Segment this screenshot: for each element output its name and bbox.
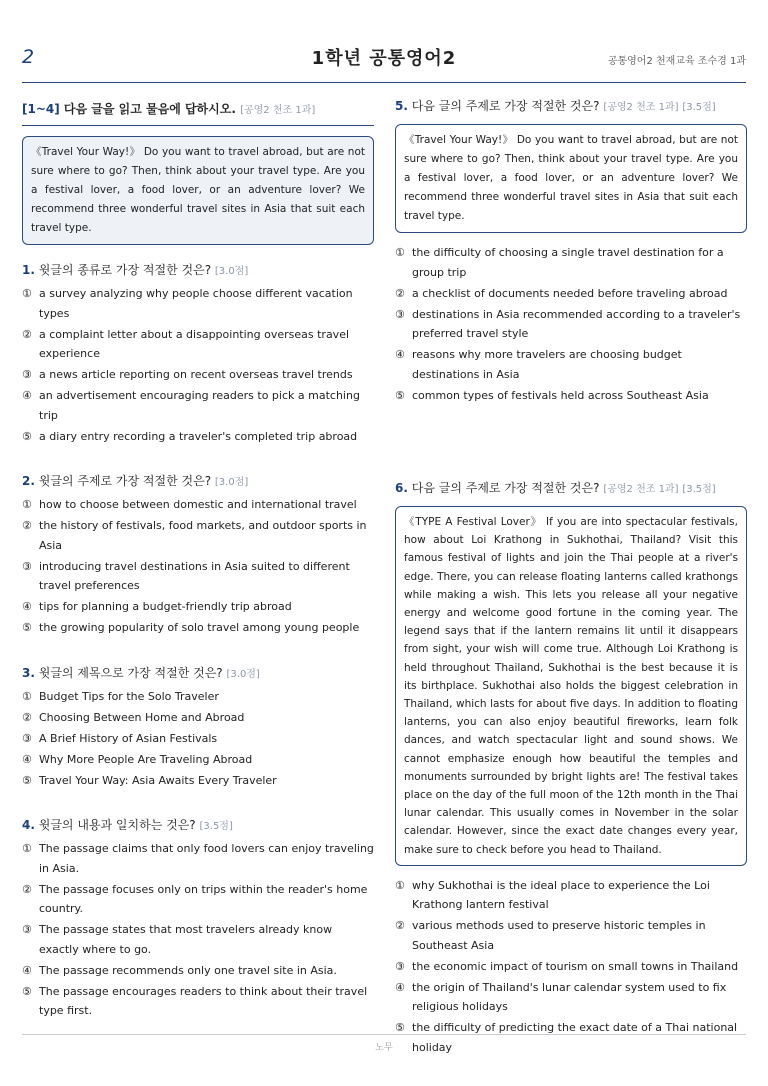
option-text: destinations in Asia recommended according to a traveler's preferred travel style (412, 307, 741, 340)
option-text: the difficulty of predicting the exact date of a Thai national holiday (412, 1021, 738, 1054)
source-tag: [공영2 천조 1과] (603, 484, 679, 495)
option-text: a complaint letter about a disappointing overseas travel experience (39, 327, 350, 360)
option-text: common types of festivals held across Southeast Asia (412, 388, 709, 402)
answer-option[interactable] (22, 618, 374, 638)
question-6 (395, 479, 747, 1057)
option-text: the history of festivals, food markets, and outdoor sports in Asia (39, 519, 367, 552)
answer-option[interactable] (395, 916, 747, 955)
question-number: 6. (395, 481, 408, 495)
answer-option[interactable] (22, 386, 374, 425)
exam-subtitle: 공통영어2 천재교육 조수경 1과 (607, 56, 746, 67)
option-marker: ⑤ (22, 429, 32, 443)
option-text: a survey analyzing why people choose different vacation types (39, 287, 353, 320)
answer-option[interactable] (395, 978, 747, 1017)
question-number: 3. (22, 665, 35, 680)
answer-option[interactable] (22, 557, 374, 596)
option-text: The passage encourages readers to think about their travel type first. (39, 984, 368, 1017)
option-text: The passage states that most travelers already know exactly where to go. (39, 923, 333, 956)
option-text: Why More People Are Traveling Abroad (39, 752, 253, 766)
answer-option[interactable] (22, 495, 374, 515)
question-number: 4. (22, 818, 35, 832)
question-points: [3.0점] (214, 266, 249, 277)
answer-option[interactable] (22, 516, 374, 555)
answer-option[interactable] (395, 876, 747, 915)
question-number: 1. (22, 263, 35, 277)
question-stem: 다음 글의 주제로 가장 적절한 것은? (411, 99, 600, 113)
option-marker: ② (395, 919, 405, 933)
option-marker: ③ (395, 959, 405, 973)
option-marker: ② (22, 519, 32, 532)
option-marker: ④ (395, 348, 405, 361)
option-marker: ⑤ (22, 773, 32, 787)
option-marker: ⑤ (22, 621, 32, 634)
option-text: the origin of Thailand's lunar calendar system used to fix religious holidays (412, 980, 727, 1014)
question-1 (22, 261, 374, 446)
question-5 (395, 97, 747, 405)
option-text: a diary entry recording a traveler's completed trip abroad (39, 429, 358, 443)
question-points: [3.0점] (226, 668, 260, 680)
option-marker: ③ (22, 559, 32, 573)
answer-option[interactable] (395, 284, 747, 304)
answer-option[interactable] (395, 305, 747, 344)
question-range: [1~4] (22, 102, 60, 116)
question-stem: 윗글의 내용과 일치하는 것은? (38, 818, 196, 832)
option-text: The passage claims that only food lovers can enjoy traveling in Asia. (39, 842, 374, 875)
answer-option[interactable] (22, 839, 374, 878)
option-marker: ② (395, 286, 405, 300)
option-text: Choosing Between Home and Abroad (39, 710, 245, 724)
question-stem: 윗글의 제목으로 가장 적절한 것은? (38, 665, 223, 680)
answer-option[interactable] (22, 961, 374, 981)
question-number: 2. (22, 474, 35, 488)
left-column (22, 100, 374, 1022)
source-tag: [공영2 천조 1과] (603, 102, 679, 113)
answer-option[interactable] (395, 345, 747, 384)
question-passage: 《Travel Your Way!》 Do you want to travel abroad, but are not sure where to go? Then, think about your travel type. Are you a festival lover, a food lover, or an adventure lover? We recommend three wonderful travel sites in Asia that suit each travel type. (395, 124, 747, 233)
answer-option[interactable] (22, 880, 374, 919)
exam-title: 1학년 공통영어2 (311, 48, 457, 69)
question-group-heading (22, 100, 374, 126)
option-text: a checklist of documents needed before traveling abroad (412, 286, 728, 300)
question-number: 5. (395, 99, 408, 113)
footer-mark: 노무 (375, 1043, 393, 1053)
option-text: the growing popularity of solo travel among young people (39, 621, 360, 634)
option-text: tips for planning a budget-friendly trip abroad (39, 600, 292, 613)
option-text: why Sukhothai is the ideal place to experience the Loi Krathong lantern festival (412, 878, 710, 912)
option-marker: ② (22, 327, 32, 341)
source-tag: [공영2 천조 1과] (240, 105, 316, 116)
option-text: The passage recommends only one travel site in Asia. (39, 963, 337, 977)
answer-option[interactable] (395, 957, 747, 977)
option-text: The passage focuses only on trips within the reader's home country. (39, 882, 368, 915)
option-marker: ① (22, 498, 32, 511)
option-marker: ① (395, 246, 405, 259)
question-stem: 다음 글의 주제로 가장 적절한 것은? (411, 481, 600, 495)
answer-option[interactable] (22, 365, 374, 385)
option-marker: ④ (22, 600, 32, 613)
answer-option[interactable] (395, 386, 747, 406)
header-divider (22, 82, 746, 83)
answer-option[interactable] (395, 243, 747, 282)
option-marker: ③ (395, 307, 405, 321)
page-number: 2 (22, 46, 35, 68)
option-marker: ① (395, 878, 405, 892)
option-text: an advertisement encouraging readers to pick a matching trip (39, 389, 360, 422)
option-marker: ④ (22, 389, 32, 402)
shared-passage: 《Travel Your Way!》 Do you want to travel abroad, but are not sure where to go? Then, think about your travel type. Are you a festival lover, a food lover, or an adventure lover? We recommend three wonderful travel sites in Asia that suit each travel type. (22, 136, 374, 245)
option-marker: ④ (395, 980, 405, 994)
option-text: reasons why more travelers are choosing budget destinations in Asia (412, 348, 682, 381)
option-text: Budget Tips for the Solo Traveler (39, 689, 219, 703)
option-marker: ① (22, 287, 32, 300)
right-column (395, 97, 747, 1059)
answer-option[interactable] (22, 687, 374, 707)
option-marker: ③ (22, 923, 32, 936)
question-points: [3.5점] (682, 102, 716, 113)
group-instruction: 다음 글을 읽고 물음에 답하시오. (63, 102, 236, 116)
option-marker: ③ (22, 731, 32, 745)
answer-option[interactable] (22, 982, 374, 1021)
option-marker: ④ (22, 963, 32, 977)
option-marker: ④ (22, 752, 32, 766)
answer-option[interactable] (22, 771, 374, 791)
option-marker: ① (22, 689, 32, 703)
option-text: Travel Your Way: Asia Awaits Every Traveler (39, 773, 277, 787)
answer-option[interactable] (22, 729, 374, 749)
question-points: [3.5점] (199, 821, 233, 832)
option-text: how to choose between domestic and international travel (39, 498, 357, 511)
question-stem: 윗글의 주제로 가장 적절한 것은? (38, 474, 212, 488)
option-text: the difficulty of choosing a single travel destination for a group trip (412, 246, 724, 279)
option-text: various methods used to preserve historic temples in Southeast Asia (412, 919, 706, 952)
option-text: the economic impact of tourism on small towns in Thailand (412, 959, 739, 973)
answer-option[interactable] (22, 284, 374, 323)
option-marker: ② (22, 882, 32, 896)
option-marker: ① (22, 842, 32, 855)
option-marker: ⑤ (395, 388, 405, 402)
question-4 (22, 816, 374, 1021)
option-marker: ② (22, 710, 32, 724)
option-text: A Brief History of Asian Festivals (39, 731, 218, 745)
answer-option[interactable] (22, 597, 374, 617)
footer-divider (22, 1034, 746, 1035)
option-text: a news article reporting on recent overseas travel trends (39, 368, 353, 381)
question-2 (22, 472, 374, 638)
option-marker: ③ (22, 368, 32, 381)
answer-option[interactable] (22, 427, 374, 447)
question-stem: 윗글의 종류로 가장 적절한 것은? (38, 263, 212, 277)
option-marker: ⑤ (395, 1021, 405, 1035)
option-marker: ⑤ (22, 984, 32, 998)
answer-option[interactable] (22, 325, 374, 364)
option-text: introducing travel destinations in Asia suited to different travel preferences (39, 559, 350, 592)
question-points: [3.0점] (214, 477, 249, 488)
question-points: [3.5점] (682, 484, 716, 495)
question-3 (22, 664, 374, 791)
answer-option[interactable] (22, 708, 374, 728)
question-passage: 《TYPE A Festival Lover》 If you are into spectacular festivals, how about Loi Krathong in Sukhothai, Thailand? Visit this famous festival of lights and join the Thai people at a river's edge. There, you can release floating lanterns called krathongs while making a wish. This lets you release all your negative energy and welcome good fortune in the coming year. The legend says that if the lantern remains lit until it disappears from sight, your wish will come true. Although Loi Krathong is held throughout Thailand, Sukhothai is the best because it is its birthplace. Sukhothai also holds the biggest celebration in Thailand, which lasts for about five days. In addition to floating lanterns, you can also enjoy beautiful fireworks, learn folk dances, and watch spectacular light and sound shows. We cannot emphasize enough how beautiful the temples and monuments surrounded by bright lights are! The festival takes place on the day of the full moon of the 12th month in the Thai lunar calendar. This usually comes in November in the solar calendar. However, since the exact date changes every year, make sure to check before you head to Thailand. (395, 506, 747, 866)
answer-option[interactable] (22, 750, 374, 770)
answer-option[interactable] (22, 920, 374, 959)
